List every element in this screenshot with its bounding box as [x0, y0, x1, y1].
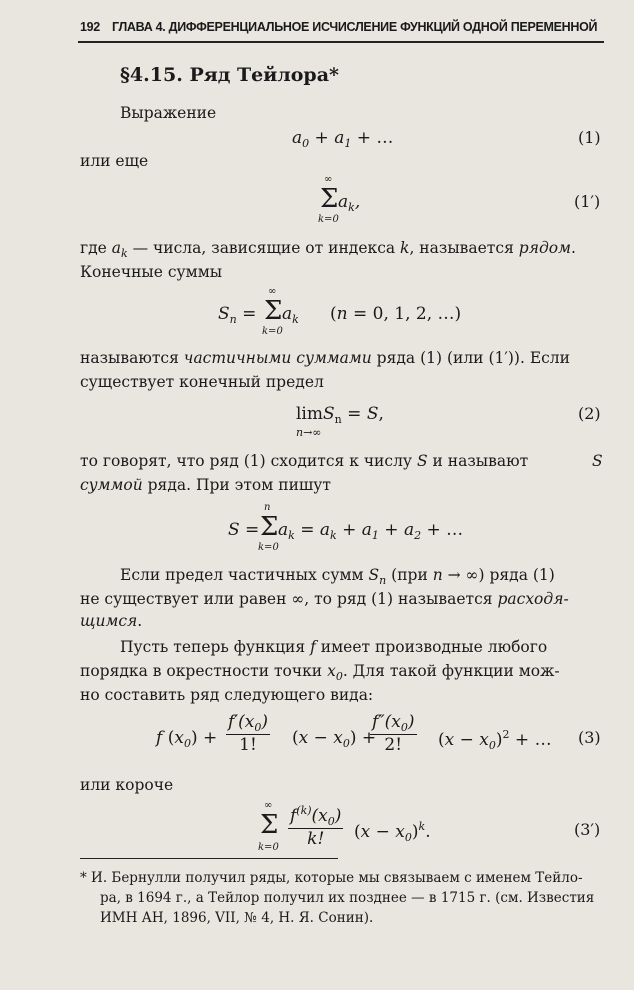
- text-line: Выражение: [120, 104, 217, 122]
- text-fragment: не существует или равен ∞, то ряд (1) называется: [80, 590, 498, 608]
- equation-number: (2): [578, 404, 601, 423]
- formula-3-prime: ∞ Σ k=0 $\frac{f^{(k)}(x_0)}{k!}$ $(x - x_0)^k$.: [258, 800, 431, 853]
- text-fragment: (при: [386, 566, 433, 584]
- term-italic: расходя-: [497, 590, 569, 608]
- text-line: Пусть теперь функция f имеет производные любого: [120, 638, 548, 656]
- equation-number: (1): [578, 128, 601, 147]
- formula-1: $a_0 + a_1$ + …: [292, 128, 394, 150]
- chapter-title: ГЛАВА 4. ДИФФЕРЕНЦИАЛЬНОЕ ИСЧИСЛЕНИЕ ФУНКЦИЙ ОДНОЙ ПЕРЕМЕННОЙ: [111, 20, 598, 34]
- text-fragment: Если предел частичных сумм: [120, 566, 369, 584]
- footnote-line: * И. Бернулли получил ряды, которые мы связываем с именем Тейло-: [80, 870, 583, 886]
- text-fragment: . Для такой функции мож-: [342, 662, 560, 680]
- formula-sum: S = n Σ $a_k = a_k + a_1 + a_2$ + … k=0: [228, 502, 464, 553]
- footnote-line: ра, в 1694 г., а Тейлор получил их позднее — в 1715 г. (см. Известия: [100, 890, 595, 906]
- text-line: [80, 590, 569, 608]
- section-title: §4.15. Ряд Тейлора*: [120, 64, 339, 86]
- text-line: Конечные суммы: [80, 263, 223, 281]
- text-fragment: где: [80, 239, 112, 257]
- text-line: Если предел частичных сумм $S_n$ (при n → ∞) ряда (1): [120, 566, 555, 587]
- text-fragment: .: [570, 239, 576, 257]
- equation-number: (1′): [574, 192, 601, 211]
- term-italic: суммой: [80, 476, 143, 494]
- text-line: или еще: [80, 152, 149, 170]
- formula-3: f $(x_0)$ + $\frac{f'(x_0)}{1!}$ $(x - x_0)$ + $\frac{f''(x_0)}{2!}$ $(x - x_0)^2$ + …: [156, 712, 552, 755]
- text-line: но составить ряд следующего вида:: [80, 686, 374, 704]
- text-line: или короче: [80, 776, 174, 794]
- text-line: существует конечный предел: [80, 373, 324, 391]
- header-rule: [78, 41, 604, 43]
- text-line: щимся.: [80, 612, 143, 630]
- running-header: [80, 20, 600, 34]
- text-fragment: Пусть теперь функция: [120, 638, 311, 656]
- term-italic: рядом: [518, 239, 571, 257]
- text-fragment: называются: [80, 349, 184, 367]
- formula-2: limS$_n$ = S, n→∞: [296, 404, 384, 439]
- text-line: [80, 349, 570, 367]
- formula-partial-sums: $S_n$ = ∞ Σ $a_k$ k=0 (n = 0, 1, 2, …): [218, 286, 462, 337]
- equation-number: (3): [578, 728, 601, 747]
- text-fragment: и называют: [427, 452, 529, 470]
- text-fragment: имеет производные любого: [315, 638, 548, 656]
- equation-number: (3′): [574, 820, 601, 839]
- term-italic: щимся: [80, 612, 138, 630]
- page-number: 192: [80, 20, 100, 34]
- text-fragment: ряда. При этом пишут: [142, 476, 332, 494]
- text-line: где $a_k$ — числа, зависящие от индекса k, называется рядом.: [80, 239, 576, 260]
- footnote-line: ИМН АН, 1896, VII, № 4, Н. Я. Сонин).: [100, 910, 374, 926]
- formula-1-prime: ∞ Σ $a_k$, k=0: [318, 174, 361, 225]
- text-line: [80, 476, 331, 494]
- text-fragment: — числа, зависящие от индекса: [127, 239, 401, 257]
- text-fragment: порядка в окрестности точки: [80, 662, 328, 680]
- text-fragment: то говорят, что ряд (1) сходится к числу: [80, 452, 417, 470]
- footnote-rule: [80, 858, 338, 859]
- text-fragment: ряда (1) (или (1′)). Если: [371, 349, 570, 367]
- text-line: порядка в окрестности точки $x_0$. Для такой функции мож-: [80, 662, 560, 683]
- text-line: то говорят, что ряд (1) сходится к числу S и называют S: [80, 452, 603, 470]
- text-fragment: , называется: [409, 239, 519, 257]
- text-fragment: ) ряда (1): [478, 566, 555, 584]
- term-italic: частичными суммами: [183, 349, 372, 367]
